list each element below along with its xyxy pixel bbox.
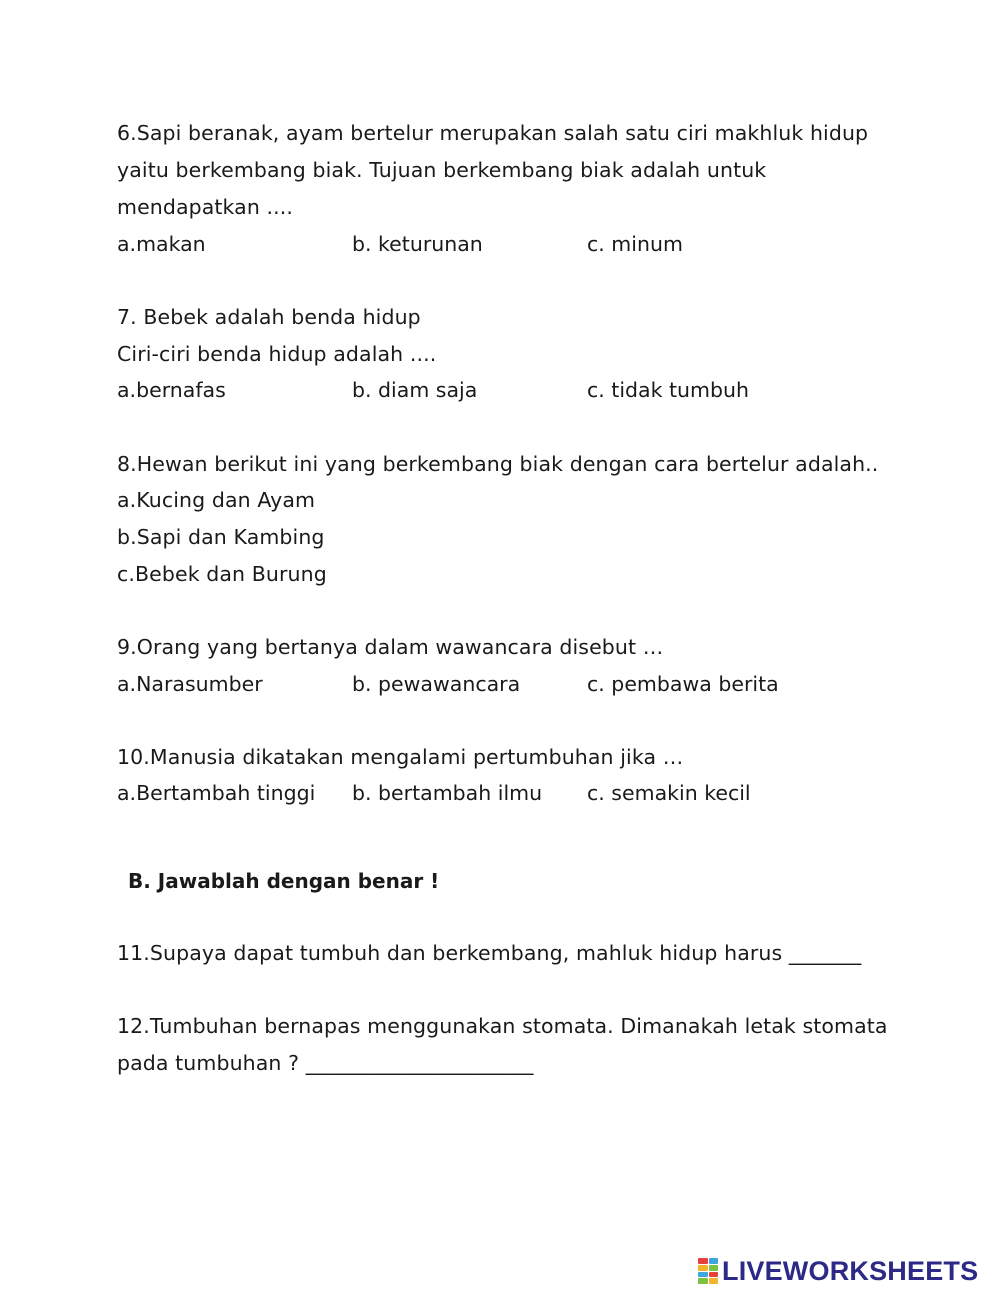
logo-block [709, 1258, 719, 1264]
liveworksheets-logo-icon [698, 1258, 718, 1284]
logo-block [698, 1272, 708, 1278]
logo-text: LIVEWORKSHEETS [722, 1255, 979, 1286]
question-text: 12.Tumbuhan bernapas menggunakan stomata. Dimanakah letak stomata [117, 1014, 888, 1038]
question-text: pada tumbuhan ? ______________________ [117, 1051, 534, 1075]
option-a: a.Bertambah tinggi [117, 781, 316, 805]
logo-block [698, 1265, 708, 1271]
logo-block [709, 1278, 719, 1284]
logo-block [698, 1278, 708, 1284]
option-c: c. pembawa berita [587, 672, 779, 696]
section-b-title: B. Jawablah dengan benar ! [128, 869, 440, 893]
option-c: c. semakin kecil [587, 781, 751, 805]
option-a: a.bernafas [117, 378, 226, 402]
logo-block [709, 1265, 719, 1271]
question-text: yaitu berkembang biak. Tujuan berkembang biak adalah untuk [117, 158, 767, 182]
option-b: b. bertambah ilmu [352, 781, 543, 805]
liveworksheets-logo [698, 1254, 978, 1288]
question-text: 6.Sapi beranak, ayam bertelur merupakan salah satu ciri makhluk hidup [117, 121, 869, 145]
logo-block [698, 1258, 708, 1264]
option-b: b.Sapi dan Kambing [117, 525, 325, 549]
option-a: a.makan [117, 232, 206, 256]
question-text: 10.Manusia dikatakan mengalami pertumbuhan jika … [117, 745, 684, 769]
option-b: b. diam saja [352, 378, 478, 402]
option-b: b. keturunan [352, 232, 483, 256]
question-text: mendapatkan .... [117, 195, 294, 219]
option-b: b. pewawancara [352, 672, 521, 696]
option-c: c. minum [587, 232, 683, 256]
option-a: a.Kucing dan Ayam [117, 488, 316, 512]
option-c: c.Bebek dan Burung [117, 562, 327, 586]
logo-block [709, 1272, 719, 1278]
option-c: c. tidak tumbuh [587, 378, 749, 402]
question-text: Ciri-ciri benda hidup adalah .... [117, 342, 437, 366]
question-text: 9.Orang yang bertanya dalam wawancara disebut … [117, 635, 664, 659]
question-text: 7. Bebek adalah benda hidup [117, 305, 421, 329]
question-text: 8.Hewan berikut ini yang berkembang biak dengan cara bertelur adalah.. [117, 452, 879, 476]
question-text: 11.Supaya dapat tumbuh dan berkembang, mahluk hidup harus _______ [117, 941, 862, 965]
option-a: a.Narasumber [117, 672, 263, 696]
